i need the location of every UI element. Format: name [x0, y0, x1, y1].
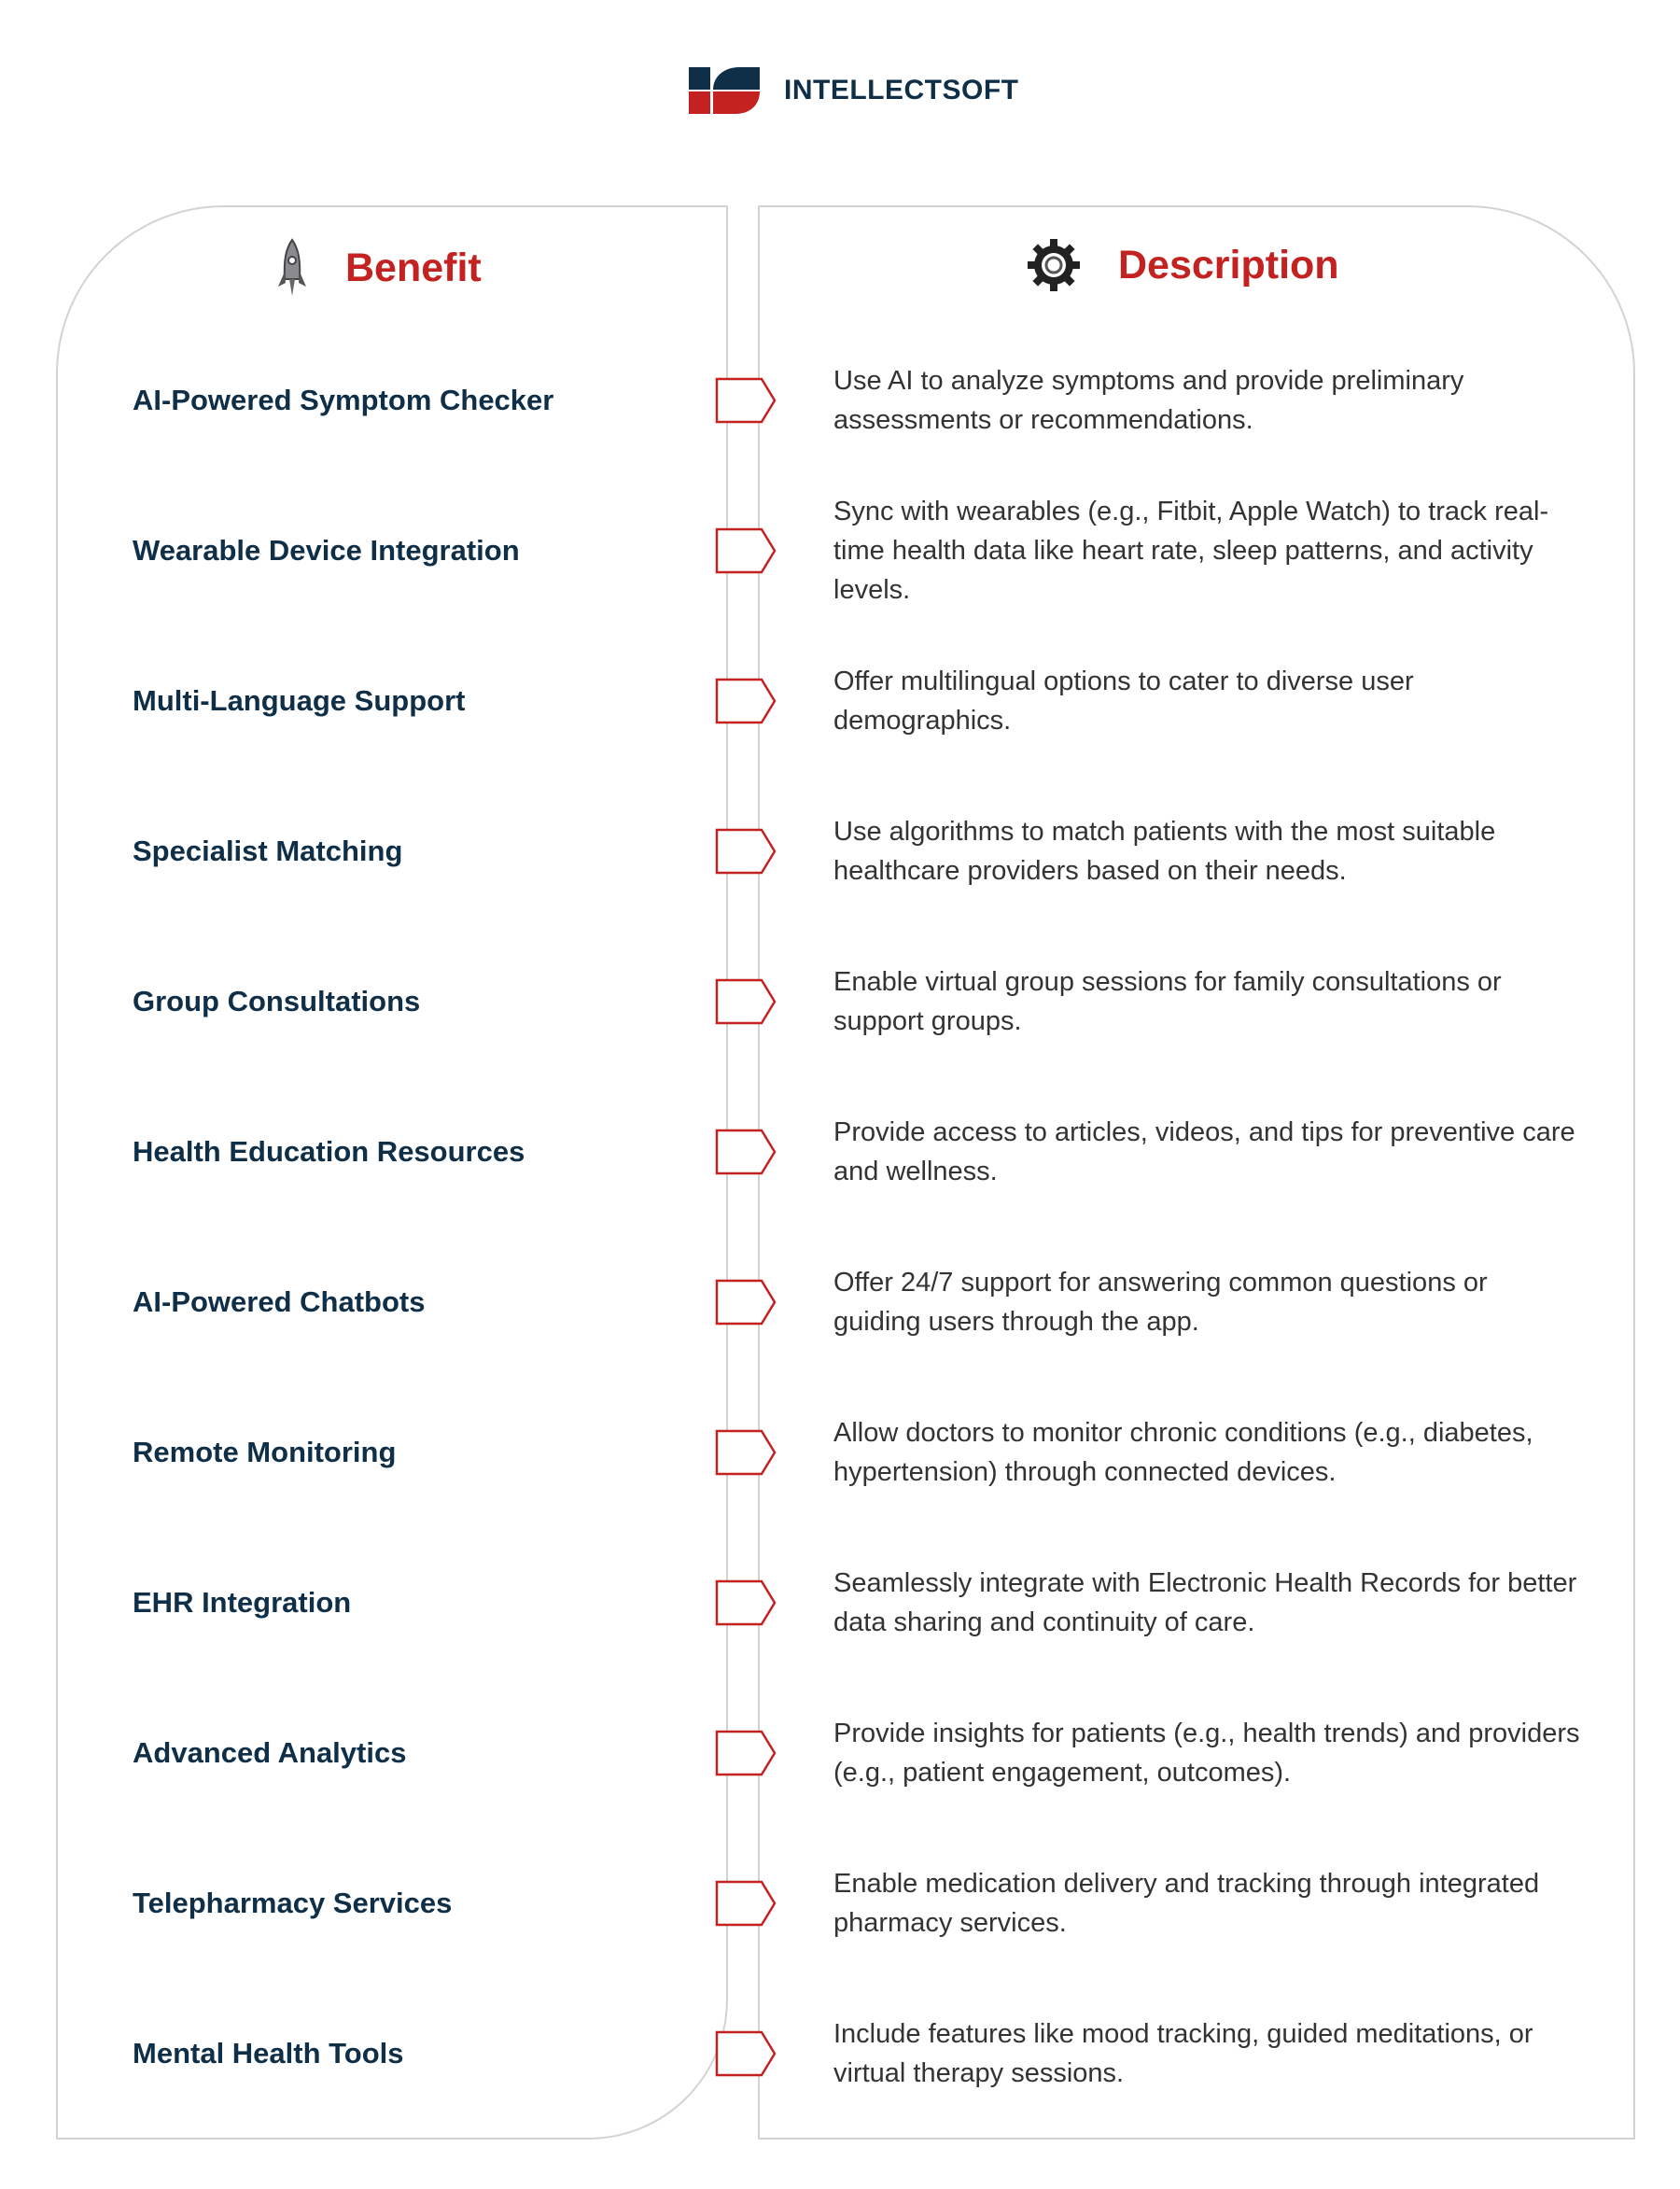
arrow-tag-icon: [715, 377, 777, 424]
benefit-title: Telepharmacy Services: [133, 1887, 453, 1919]
feature-row: [0, 777, 1680, 926]
benefit-title: AI-Powered Symptom Checker: [133, 384, 554, 416]
feature-row: [0, 1077, 1680, 1227]
feature-row: [0, 626, 1680, 776]
arrow-tag-icon: [715, 978, 777, 1025]
benefit-description: Allow doctors to monitor chronic conditions (e.g., diabetes, hypertension) through connected devices.: [833, 1418, 1533, 1487]
arrow-tag-icon: [715, 828, 777, 875]
benefit-description: Use algorithms to match patients with the most suitable healthcare providers based on their needs.: [833, 817, 1496, 886]
benefit-description: Provide access to articles, videos, and tips for preventive care and wellness.: [833, 1117, 1575, 1186]
feature-row: [0, 1228, 1680, 1377]
benefit-description: Provide insights for patients (e.g., health trends) and providers (e.g., patient engagement, outcomes).: [833, 1719, 1580, 1788]
arrow-tag-icon: [715, 2030, 777, 2077]
benefit-title: Multi-Language Support: [133, 684, 466, 717]
benefit-title: EHR Integration: [133, 1586, 352, 1619]
gear-icon: [1027, 238, 1081, 292]
benefit-description: Sync with wearables (e.g., Fitbit, Apple Watch) to track real-time health data like heart rate, sleep patterns, and activity levels.: [833, 497, 1549, 605]
feature-row: [0, 476, 1680, 625]
rocket-icon: [276, 238, 308, 298]
benefit-title: Specialist Matching: [133, 835, 403, 867]
arrow-tag-icon: [715, 1429, 777, 1476]
feature-row: [0, 1528, 1680, 1677]
benefit-description: Enable medication delivery and tracking through integrated pharmacy services.: [833, 1869, 1540, 1938]
benefit-description: Enable virtual group sessions for family consultations or support groups.: [833, 967, 1502, 1036]
benefit-heading: Benefit: [345, 245, 482, 290]
arrow-tag-icon: [715, 527, 777, 574]
benefit-title: Remote Monitoring: [133, 1436, 397, 1468]
benefit-title: Wearable Device Integration: [133, 534, 520, 567]
benefit-title: AI-Powered Chatbots: [133, 1285, 426, 1318]
benefit-header: [276, 238, 482, 298]
arrow-tag-icon: [715, 1579, 777, 1626]
description-heading: Description: [1118, 242, 1339, 288]
benefit-title: Health Education Resources: [133, 1135, 525, 1168]
benefit-title: Group Consultations: [133, 985, 421, 1017]
description-header: [1027, 238, 1339, 292]
arrow-tag-icon: [715, 1880, 777, 1927]
feature-row: [0, 1829, 1680, 1978]
arrow-tag-icon: [715, 1279, 777, 1326]
feature-row: [0, 1979, 1680, 2128]
arrow-tag-icon: [715, 1730, 777, 1776]
benefit-description: Include features like mood tracking, guided meditations, or virtual therapy sessions.: [833, 2019, 1533, 2088]
benefit-description: Use AI to analyze symptoms and provide preliminary assessments or recommendations.: [833, 366, 1464, 435]
benefit-description: Offer multilingual options to cater to diverse user demographics.: [833, 667, 1414, 736]
intellectsoft-logo-icon: [689, 67, 760, 114]
feature-row: [0, 1678, 1680, 1828]
brand-logo: [689, 67, 1018, 114]
benefit-title: Advanced Analytics: [133, 1736, 407, 1769]
feature-row: [0, 927, 1680, 1076]
arrow-tag-icon: [715, 1129, 777, 1175]
brand-name: INTELLECTSOFT: [784, 75, 1019, 105]
benefit-description: Offer 24/7 support for answering common questions or guiding users through the app.: [833, 1268, 1488, 1337]
benefit-description: Seamlessly integrate with Electronic Health Records for better data sharing and continuity of care.: [833, 1568, 1577, 1637]
feature-row: [0, 326, 1680, 475]
feature-row: [0, 1378, 1680, 1527]
arrow-tag-icon: [715, 678, 777, 724]
benefit-title: Mental Health Tools: [133, 2037, 404, 2070]
